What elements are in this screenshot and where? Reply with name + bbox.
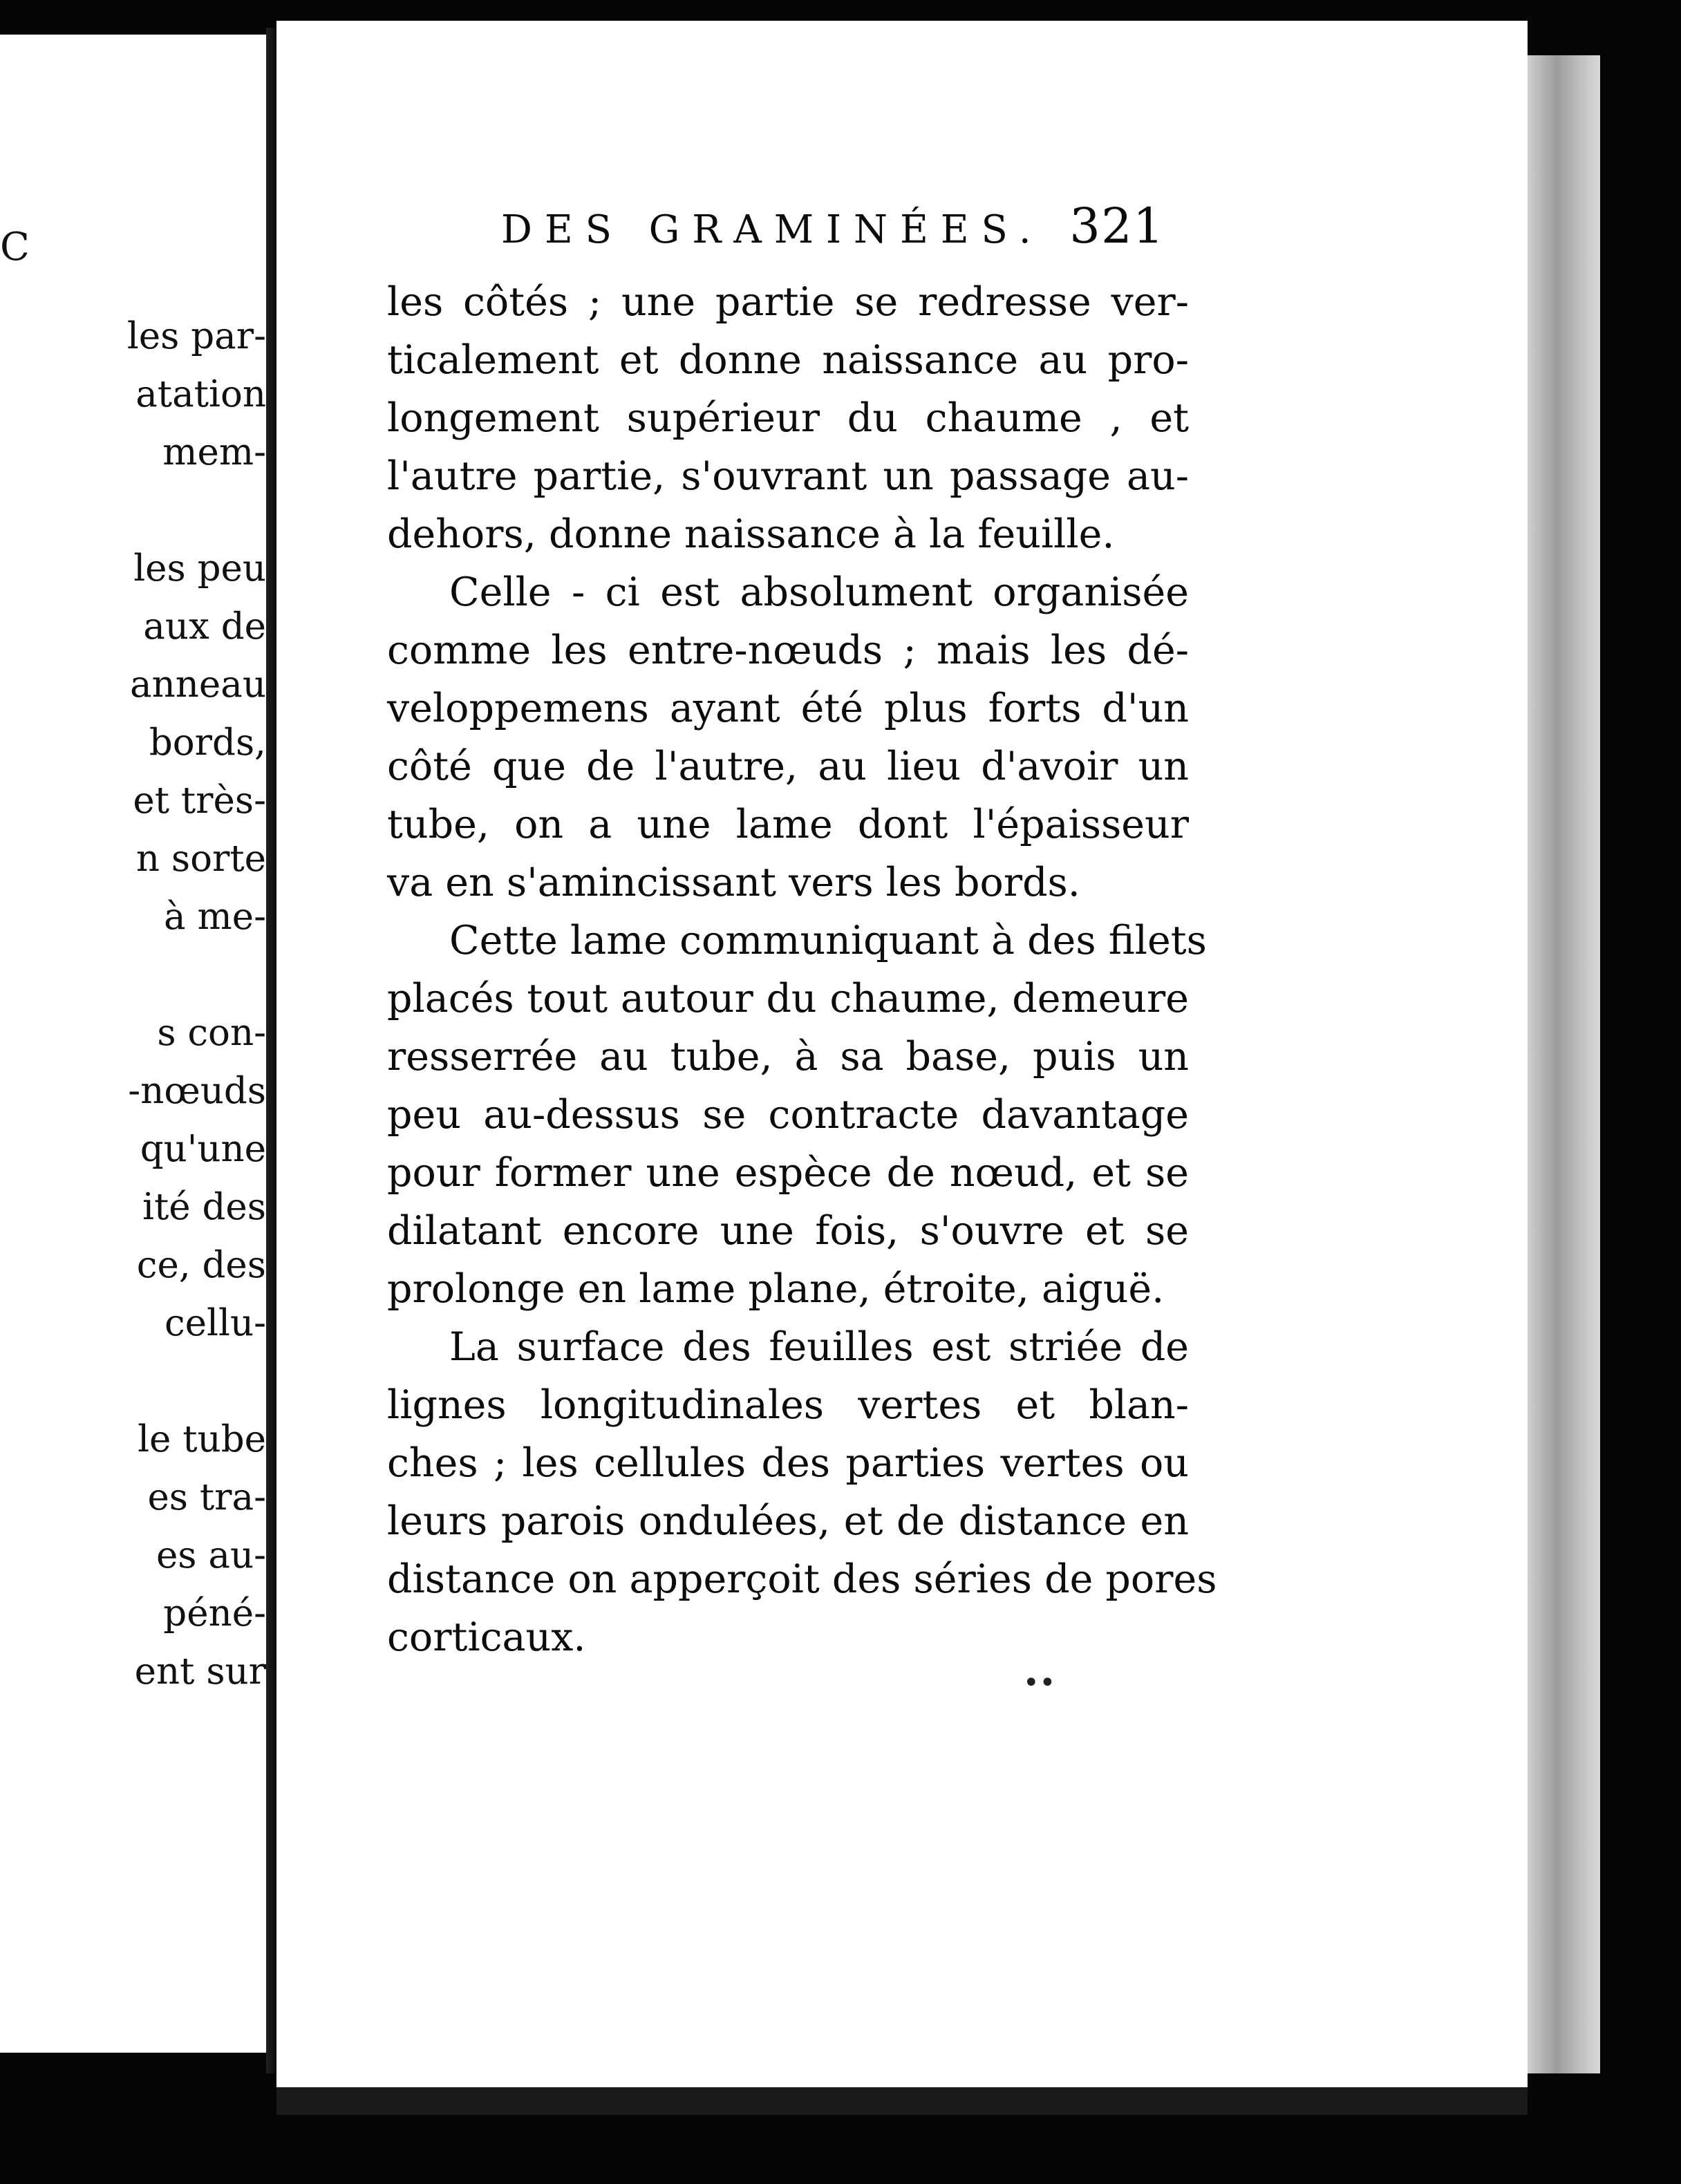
text-line: ticalement et donne naissance au pro-	[387, 337, 1189, 383]
left-line: cellu-	[165, 1302, 266, 1344]
left-line: ce, des	[136, 1244, 266, 1286]
left-line: bords,	[149, 722, 266, 764]
text-line: Celle - ci est absolument organisée	[449, 569, 1189, 615]
left-line: ité des	[142, 1186, 266, 1228]
left-line: ent sur	[134, 1650, 266, 1693]
text-line: côté que de l'autre, au lieu d'avoir un	[387, 744, 1189, 789]
running-head-title: DES GRAMINÉES.	[501, 207, 1044, 252]
text-line: La surface des feuilles est striée de	[449, 1324, 1189, 1370]
text-line: tube, on a une lame dont l'épaisseur	[387, 802, 1189, 847]
left-line: les par-	[126, 315, 266, 357]
left-line	[0, 482, 266, 540]
left-line: atation	[135, 373, 266, 415]
left-line	[0, 946, 266, 1004]
left-line: le tube	[138, 1418, 266, 1460]
left-line: qu'une	[140, 1128, 266, 1170]
text-line: ches ; les cellules des parties vertes ou	[387, 1440, 1189, 1486]
left-line: anneau	[130, 663, 266, 706]
text-line: pour former une espèce de nœud, et se	[387, 1150, 1189, 1196]
text-line: distance on apperçoit des séries de pores	[387, 1556, 1217, 1602]
text-line: lignes longitudinales vertes et blan-	[387, 1382, 1189, 1428]
text-line: va en s'amincissant vers les bords.	[387, 860, 1080, 905]
left-line: es au-	[156, 1534, 266, 1576]
text-line: resserrée au tube, à sa base, puis un	[387, 1034, 1189, 1080]
left-running-head-fragment: C	[0, 225, 34, 270]
text-line: prolonge en lame plane, étroite, aiguë.	[387, 1266, 1165, 1312]
text-line: veloppemens ayant été plus forts d'un	[387, 686, 1189, 731]
text-line: peu au-dessus se contracte davantage	[387, 1092, 1189, 1138]
text-line: leurs parois ondulées, et de distance en	[387, 1498, 1189, 1544]
left-line: s con-	[157, 1012, 266, 1054]
left-line: mem-	[162, 431, 266, 473]
text-line: l'autre partie, s'ouvrant un passage au-	[387, 453, 1189, 499]
left-line: les peu	[133, 547, 266, 590]
left-page	[0, 35, 273, 2053]
text-line: comme les entre-nœuds ; mais les dé-	[387, 628, 1189, 673]
end-ornament: ••	[1023, 1667, 1056, 1699]
page-number: 321	[1069, 198, 1165, 254]
left-line: -nœuds	[128, 1070, 266, 1112]
left-line: péné-	[163, 1592, 266, 1635]
left-page-text	[0, 308, 266, 1701]
left-line: à me-	[164, 896, 266, 938]
left-line: et très-	[133, 780, 266, 822]
left-line: es tra-	[147, 1476, 266, 1518]
text-line: les côtés ; une partie se redresse ver-	[387, 279, 1189, 325]
left-line: aux de	[143, 605, 266, 648]
body-text	[387, 273, 1217, 1666]
text-line: longement supérieur du chaume , et	[387, 395, 1189, 441]
running-head	[501, 198, 1165, 254]
text-line: dehors, donne naissance à la feuille.	[387, 511, 1115, 557]
text-line: Cette lame communiquant à des filets	[449, 918, 1207, 963]
text-line: placés tout autour du chaume, demeure	[387, 976, 1189, 1022]
left-line	[0, 1353, 266, 1411]
left-line: n sorte	[135, 838, 266, 880]
text-line: corticaux.	[387, 1615, 586, 1660]
page-edge-stack	[1528, 55, 1600, 2073]
text-line: dilatant encore une fois, s'ouvre et se	[387, 1208, 1189, 1254]
